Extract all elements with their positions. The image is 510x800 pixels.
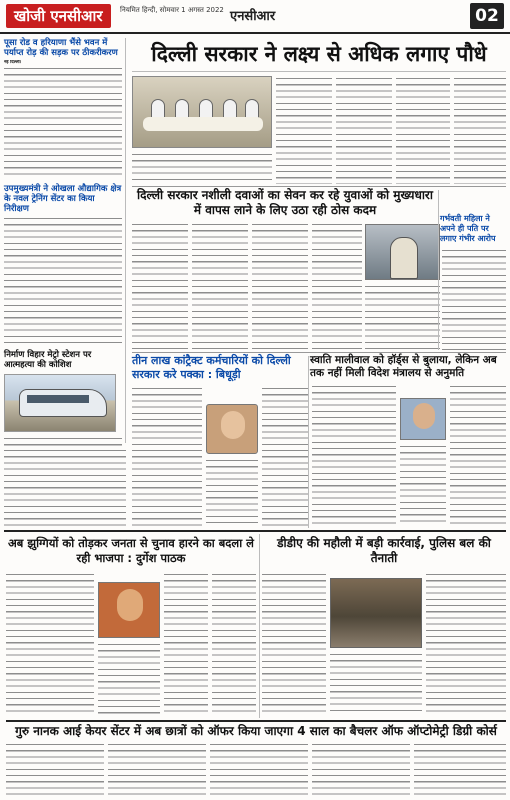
section-title: एनसीआर (230, 9, 276, 24)
bottom-story-headline: गुरु नानक आई केयर सेंटर में अब छात्रों को ऑफर किया जाएगा 4 साल का बैचलर ऑफ ऑप्टोमेट्री डिग्री कोर्स (6, 720, 506, 738)
durgesh-pathak-photo (98, 582, 160, 638)
body-text-lines (336, 76, 392, 184)
top-story-col-1 (276, 76, 332, 184)
masthead (0, 0, 510, 34)
story-3-headline: तीन लाख कांट्रैक्ट कर्मचारियों को दिल्ली सरकार करे पक्का : बिधूड़ी (132, 354, 291, 381)
ddaa-action-photo (330, 578, 422, 648)
body-text-lines (262, 386, 308, 526)
top-story-col-4 (454, 76, 506, 184)
body-text-lines (426, 572, 506, 714)
top-story-headline: दिल्ली सरकार ने लक्ष्य से अधिक लगाए पौधे (132, 36, 506, 72)
divider (4, 530, 506, 532)
edition-info: नियमित हिन्दी, सोमवार 1 अगस्त 2022 (120, 6, 224, 14)
left-column (4, 38, 126, 443)
body-text-lines (312, 222, 362, 350)
divider (308, 356, 309, 528)
story-5-col-1 (6, 572, 94, 714)
body-text-lines (6, 742, 104, 796)
story-6-col-2 (330, 652, 422, 714)
body-text-lines (132, 152, 272, 184)
divider (132, 352, 506, 353)
body-text-lines (365, 284, 440, 350)
story-2-col-5 (365, 284, 440, 350)
metro-train-photo (4, 374, 116, 432)
bottom-col-5 (414, 742, 506, 796)
body-text-lines (312, 384, 396, 526)
side-story-body (442, 248, 506, 350)
meeting-table (143, 117, 263, 131)
left-story-2-headline: उपमुख्यमंत्री ने ओखला औद्यागिक क्षेत्र के नवल ट्रेनिंग सेंटर का किया निरीक्षण (4, 184, 122, 214)
body-text-lines (164, 572, 208, 714)
story-5-col-3 (164, 572, 208, 714)
divider (438, 190, 439, 350)
story-5-headline: अब झुग्गियों को तोड़कर जनता से चुनाव हारने का बदला ले रही भाजपा : दुर्गेश पाठक (8, 536, 254, 565)
divider (132, 186, 506, 187)
body-text-lines (4, 216, 122, 346)
left-story-3-headline: निर्माण विहार मेट्रो स्टेशन पर आत्महत्या की कोशिश (4, 350, 92, 370)
top-story-col-0 (132, 152, 272, 184)
body-text-lines (98, 642, 160, 714)
bottom-col-4 (312, 742, 410, 796)
story-3-col-2 (206, 458, 258, 526)
story-2-col-1 (132, 222, 188, 350)
body-text-lines (212, 572, 256, 714)
body-text-lines (454, 76, 506, 184)
top-story-col-3 (396, 76, 450, 184)
body-text-lines (192, 222, 248, 350)
body-text-lines (414, 742, 506, 796)
story-2-col-2 (192, 222, 248, 350)
body-text-lines (312, 742, 410, 796)
body-text-lines (4, 448, 126, 528)
left-story-1-body (4, 60, 122, 180)
bottom-col-3 (210, 742, 308, 796)
left-bottom-body (4, 448, 126, 528)
meeting-photo (132, 76, 272, 148)
body-text-lines (442, 248, 506, 350)
story-2-col-3 (252, 222, 308, 350)
body-text-lines (450, 384, 506, 526)
story-6-col-1 (262, 572, 326, 714)
divider (259, 534, 260, 718)
body-text-lines (262, 572, 326, 714)
story-5-col-2 (98, 642, 160, 714)
story-3-col-1 (132, 386, 202, 526)
newspaper-logo: खोजी एनसीआर (6, 4, 111, 28)
story-3-col-3 (262, 386, 308, 526)
body-text-lines (396, 76, 450, 184)
story-2-col-4 (312, 222, 362, 350)
dateline: नई दिल्ली। (4, 60, 22, 65)
body-text-lines (210, 742, 308, 796)
story-6-col-3 (426, 572, 506, 714)
side-story-headline: गर्भवती महिला ने अपने ही पति पर लगाए गंभीर आरोप (440, 214, 496, 243)
body-text-lines (252, 222, 308, 350)
story-4-headline: स्वाति मालीवाल को हॉर्ड्स से बुलाया, लेकिन अब तक नहीं मिली विदेश मंत्रालय से अनुमति (310, 354, 497, 379)
body-text-lines (132, 386, 202, 526)
left-story-1-headline: पूसा रोड व हरियाणा भैंसे भवन में पर्याप्त रोड़ की सड़क पर ठीकरीकरण (4, 38, 118, 58)
bottom-col-2 (108, 742, 206, 796)
body-text-lines (206, 458, 258, 526)
story-6-headline: डीडीए की महौली में बड़ी कार्रवाई, पुलिस बल की तैनाती (277, 536, 491, 565)
bottom-col-1 (6, 742, 104, 796)
story-2-headline: दिल्ली सरकार नशीली दवाओं का सेवन कर रहे युवाओं को मुख्यधारा में वापस लाने के लिए उठा रही ठोस कदम (137, 188, 433, 217)
body-text-lines (6, 572, 94, 714)
body-text-lines (132, 222, 188, 350)
story-4-col-2 (400, 444, 446, 526)
page-number: 02 (470, 3, 504, 29)
top-story-col-2 (336, 76, 392, 184)
story-4-col-1 (312, 384, 396, 526)
story-4-col-3 (450, 384, 506, 526)
story-2-photo (365, 224, 440, 280)
left-story-2-body (4, 216, 122, 346)
bidhuri-photo (206, 404, 258, 454)
body-text-lines (108, 742, 206, 796)
body-text-lines (400, 444, 446, 526)
maliwal-photo (400, 398, 446, 440)
body-text-lines (276, 76, 332, 184)
body-text-lines (330, 652, 422, 714)
body-text-lines (4, 66, 122, 178)
story-5-col-4 (212, 572, 256, 714)
